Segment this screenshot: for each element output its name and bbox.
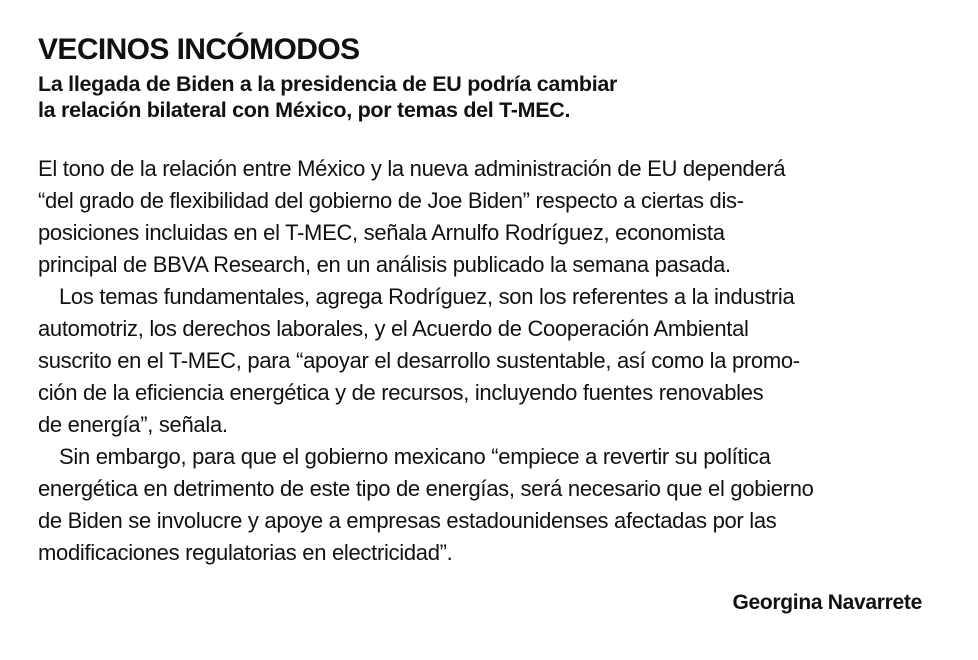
- body-line: principal de BBVA Research, en un análisis publicado la semana pasada.: [38, 251, 731, 277]
- body-line: Los temas fundamentales, agrega Rodríguez, son los referentes a la industria: [59, 283, 795, 309]
- article-body: [38, 153, 922, 569]
- body-line: energética en detrimento de este tipo de energías, será necesario que el gobierno: [38, 475, 814, 501]
- article-subtitle: [38, 71, 922, 123]
- byline-author: Georgina Navarrete: [732, 590, 922, 614]
- body-line: de Biden se involucre y apoye a empresas estadounidenses afectadas por las: [38, 507, 777, 533]
- body-line: “del grado de flexibilidad del gobierno de Joe Biden” respecto a ciertas dis-: [38, 187, 744, 213]
- body-line: El tono de la relación entre México y la nueva administración de EU dependerá: [38, 155, 786, 181]
- body-line: modificaciones regulatorias en electricidad”.: [38, 539, 453, 565]
- body-line: suscrito en el T-MEC, para “apoyar el desarrollo sustentable, así como la promo-: [38, 347, 800, 373]
- subtitle-line-1: La llegada de Biden a la presidencia de EU podría cambiar: [38, 71, 618, 96]
- body-line: posiciones incluidas en el T-MEC, señala Arnulfo Rodríguez, economista: [38, 219, 725, 245]
- body-line: ción de la eficiencia energética y de recursos, incluyendo fuentes renovables: [38, 379, 764, 405]
- article-kicker: VECINOS INCÓMODOS: [38, 33, 360, 66]
- body-line: de energía”, señala.: [38, 411, 228, 437]
- body-line: automotriz, los derechos laborales, y el Acuerdo de Cooperación Ambiental: [38, 315, 749, 341]
- subtitle-line-2: la relación bilateral con México, por temas del T-MEC.: [38, 97, 571, 122]
- body-line: Sin embargo, para que el gobierno mexicano “empiece a revertir su política: [59, 443, 771, 469]
